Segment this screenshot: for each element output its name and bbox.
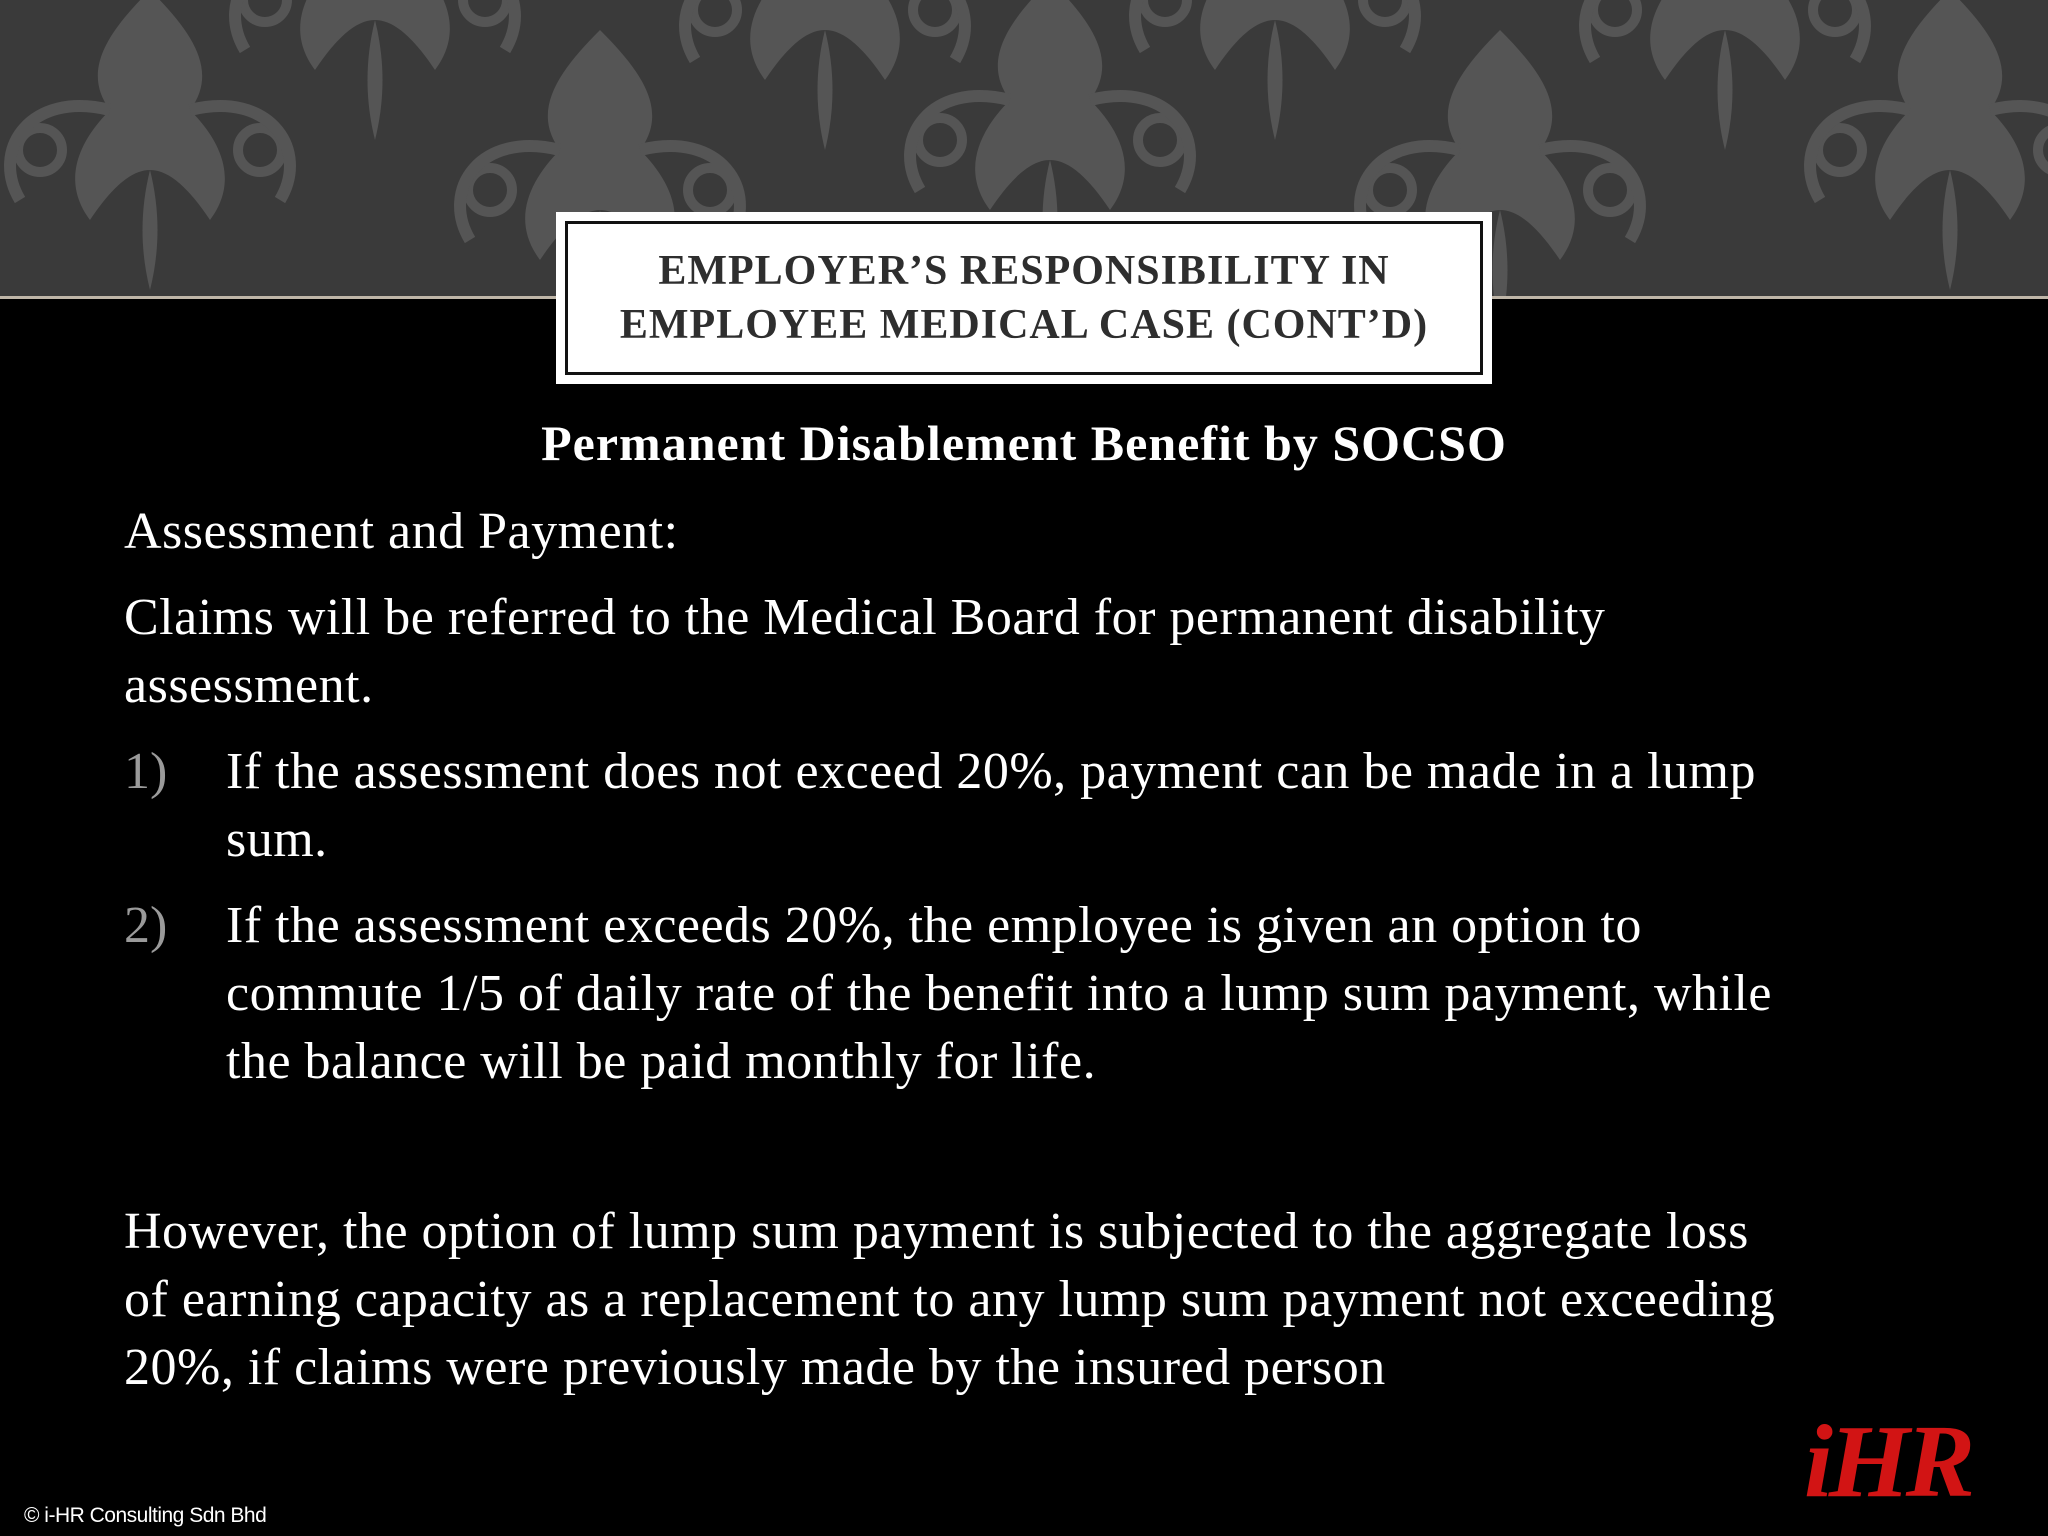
- intro-line-2: assessment.: [124, 657, 374, 714]
- slide-subtitle: Permanent Disablement Benefit by SOCSO: [541, 415, 1507, 471]
- list-item-2-line-3: the balance will be paid monthly for life.: [226, 1033, 1097, 1090]
- copyright-notice: © i-HR Consulting Sdn Bhd: [24, 1504, 267, 1527]
- slide-title-line-1: EMPLOYER’S RESPONSIBILITY IN: [658, 248, 1390, 294]
- closing-line-2: of earning capacity as a replacement to any lump sum payment not exceeding: [124, 1271, 1776, 1328]
- title-frame: [565, 221, 1483, 375]
- slide-title-line-2: EMPLOYEE MEDICAL CASE (CONT’D): [619, 302, 1429, 348]
- ihr-logo: [1800, 1408, 2020, 1508]
- intro-line-1: Claims will be referred to the Medical Board for permanent disability: [124, 589, 1606, 646]
- list-item-2-line-1: If the assessment exceeds 20%, the employee is given an option to: [226, 897, 1642, 954]
- list-number-1: 1): [124, 743, 168, 800]
- section-heading: Assessment and Payment:: [124, 503, 679, 560]
- logo-text: iHR: [1804, 1408, 1972, 1508]
- closing-line-3: 20%, if claims were previously made by the insured person: [124, 1339, 1386, 1396]
- list-number-2: 2): [124, 897, 168, 954]
- list-item-1-line-2: sum.: [226, 811, 328, 868]
- closing-line-1: However, the option of lump sum payment is subjected to the aggregate loss: [124, 1203, 1749, 1260]
- list-item-2-line-2: commute 1/5 of daily rate of the benefit into a lump sum payment, while: [226, 965, 1773, 1022]
- title-box: [556, 212, 1492, 384]
- list-item-1-line-1: If the assessment does not exceed 20%, payment can be made in a lump: [226, 743, 1756, 800]
